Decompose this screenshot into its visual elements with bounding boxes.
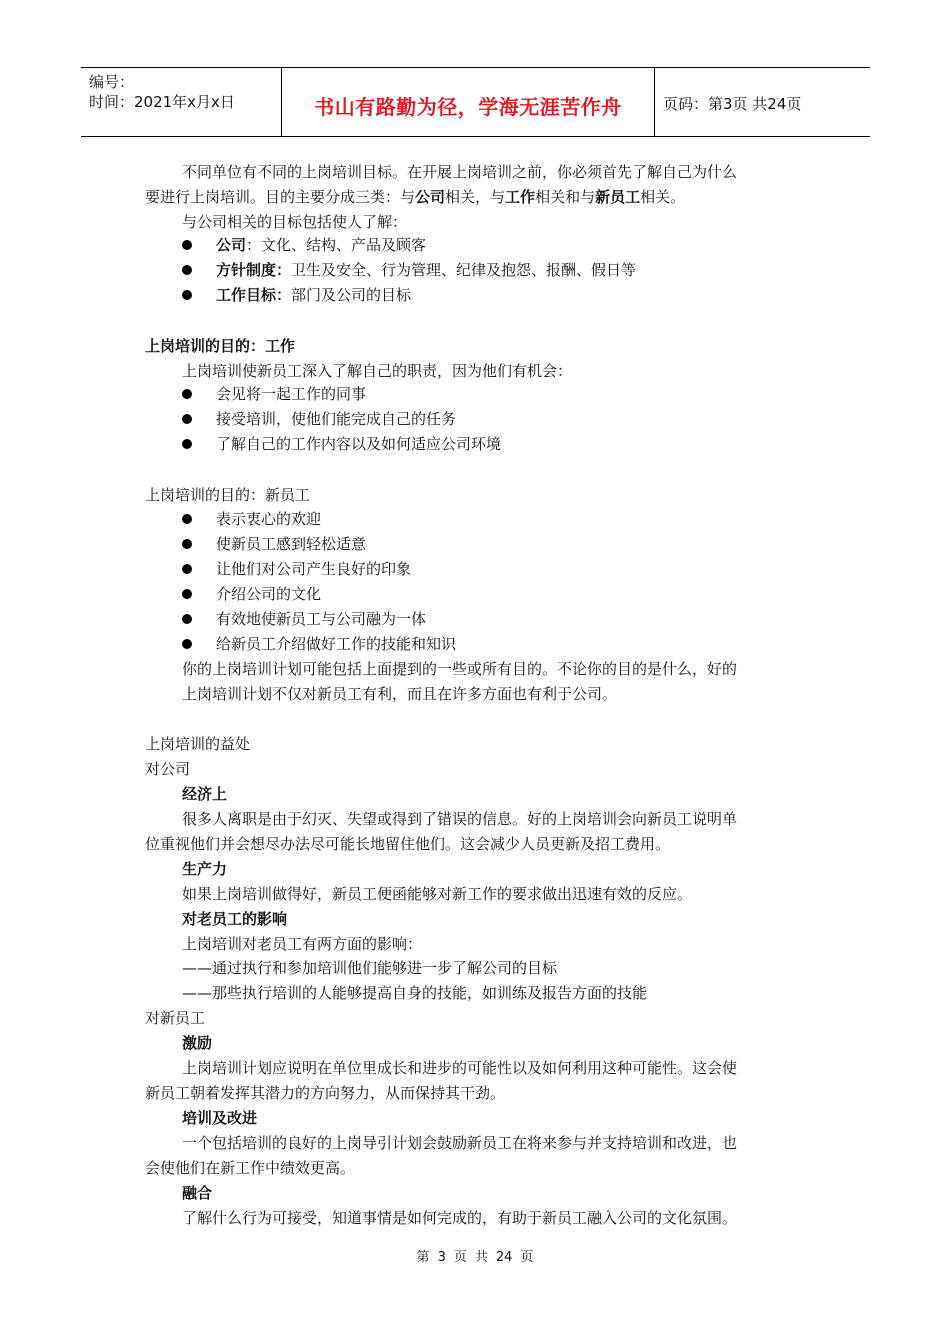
paragraph-line: 上岗培训计划不仅对新员工有利，而且在许多方面也有利于公司。 — [182, 685, 618, 703]
paragraph-line: 与公司相关的目标包括使人了解： — [182, 213, 408, 231]
topic-heading: 融合 — [182, 1184, 213, 1202]
paragraph-line: 你的上岗培训计划可能包括上面提到的一些或所有目的。不论你的目的是什么，好的 — [182, 660, 738, 678]
topic-heading: 经济上 — [182, 785, 228, 803]
bullet-icon — [182, 639, 192, 649]
footer-total-pages: 24 — [495, 1250, 513, 1265]
list-item: 会见将一起工作的同事 — [216, 385, 367, 403]
list-item: 使新员工感到轻松适意 — [216, 535, 367, 553]
paragraph-line: 上岗培训对老员工有两方面的影响： — [182, 935, 423, 953]
page-footer — [0, 1246, 950, 1265]
bullet-icon — [182, 290, 192, 300]
list-item: 让他们对公司产生良好的印象 — [216, 560, 412, 578]
header-motto: 书山有路勤为径，学海无涯苦作舟 — [314, 95, 622, 119]
paragraph-line: 一个包括培训的良好的上岗导引计划会鼓励新员工在将来参与并支持培训和改进，也 — [182, 1134, 738, 1152]
document-date-label: 时间：2021年x月x日 — [89, 93, 235, 111]
footer-page-number: 3 — [437, 1250, 446, 1265]
bullet-icon — [182, 539, 192, 549]
paragraph-line: 新员工朝着发挥其潜力的方向努力，从而保持其干劲。 — [145, 1084, 506, 1102]
paragraph-line: 很多人离职是由于幻灭、失望或得到了错误的信息。好的上岗培训会向新员工说明单 — [182, 810, 738, 828]
bullet-icon — [182, 265, 192, 275]
header-page-label: 页码：第3页 共24页 — [663, 95, 802, 113]
list-item: 有效地使新员工与公司融为一体 — [216, 610, 427, 628]
topic-heading: 对老员工的影响 — [182, 910, 288, 928]
footer-text: 共 — [474, 1250, 488, 1265]
bullet-icon — [182, 589, 192, 599]
list-item: 方针制度：卫生及安全、行为管理、纪律及抱怨、报酬、假日等 — [216, 261, 637, 279]
bullet-icon — [182, 439, 192, 449]
header-page-cell — [655, 68, 870, 136]
footer-text: 页 — [453, 1250, 467, 1265]
bullet-icon — [182, 240, 192, 250]
footer-text: 第 — [416, 1250, 430, 1265]
list-item: 表示衷心的欢迎 — [216, 510, 322, 528]
paragraph-line: 位重视他们并会想尽办法尽可能长地留住他们。这会减少人员更新及招工费用。 — [145, 835, 671, 853]
bullet-icon — [182, 389, 192, 399]
paragraph-line: ——通过执行和参加培训他们能够进一步了解公司的目标 — [182, 959, 558, 977]
topic-heading: 生产力 — [182, 860, 228, 878]
bullet-icon — [182, 614, 192, 624]
list-item: 公司：文化、结构、产品及顾客 — [216, 236, 427, 254]
section-heading: 上岗培训的益处 — [145, 735, 251, 753]
paragraph-line: 会使他们在新工作中绩效更高。 — [145, 1159, 356, 1177]
section-heading: 上岗培训的目的：工作 — [145, 337, 296, 355]
header-motto-cell — [282, 68, 655, 136]
list-item: 接受培训，使他们能完成自己的任务 — [216, 410, 457, 428]
bullet-icon — [182, 414, 192, 424]
document-number-label: 编号： — [89, 73, 135, 91]
list-item: 给新员工介绍做好工作的技能和知识 — [216, 635, 457, 653]
paragraph-line: 上岗培训计划应说明在单位里成长和进步的可能性以及如何利用这种可能性。这会使 — [182, 1059, 738, 1077]
bullet-icon — [182, 564, 192, 574]
paragraph-line: 要进行上岗培训。目的主要分成三类：与公司相关，与工作相关和与新员工相关。 — [145, 188, 686, 206]
list-item: 了解自己的工作内容以及如何适应公司环境 — [216, 435, 502, 453]
subsection-heading: 对公司 — [145, 760, 191, 778]
topic-heading: 激励 — [182, 1034, 213, 1052]
list-item: 工作目标：部门及公司的目标 — [216, 286, 412, 304]
paragraph-line: 不同单位有不同的上岗培训目标。在开展上岗培训之前，你必须首先了解自己为什么 — [182, 163, 738, 181]
header-meta-cell — [81, 68, 282, 136]
paragraph-line: 上岗培训使新员工深入了解自己的职责，因为他们有机会： — [182, 362, 573, 380]
page-header — [81, 67, 870, 137]
subsection-heading: 对新员工 — [145, 1009, 206, 1027]
paragraph-line: 如果上岗培训做得好，新员工便函能够对新工作的要求做出迅速有效的反应。 — [182, 885, 693, 903]
section-heading: 上岗培训的目的：新员工 — [145, 486, 311, 504]
paragraph-line: 了解什么行为可接受，知道事情是如何完成的，有助于新员工融入公司的文化氛围。 — [182, 1209, 738, 1227]
list-item: 介绍公司的文化 — [216, 585, 322, 603]
footer-text: 页 — [520, 1250, 534, 1265]
paragraph-line: ——那些执行培训的人能够提高自身的技能，如训练及报告方面的技能 — [182, 984, 648, 1002]
bullet-icon — [182, 514, 192, 524]
topic-heading: 培训及改进 — [182, 1109, 258, 1127]
